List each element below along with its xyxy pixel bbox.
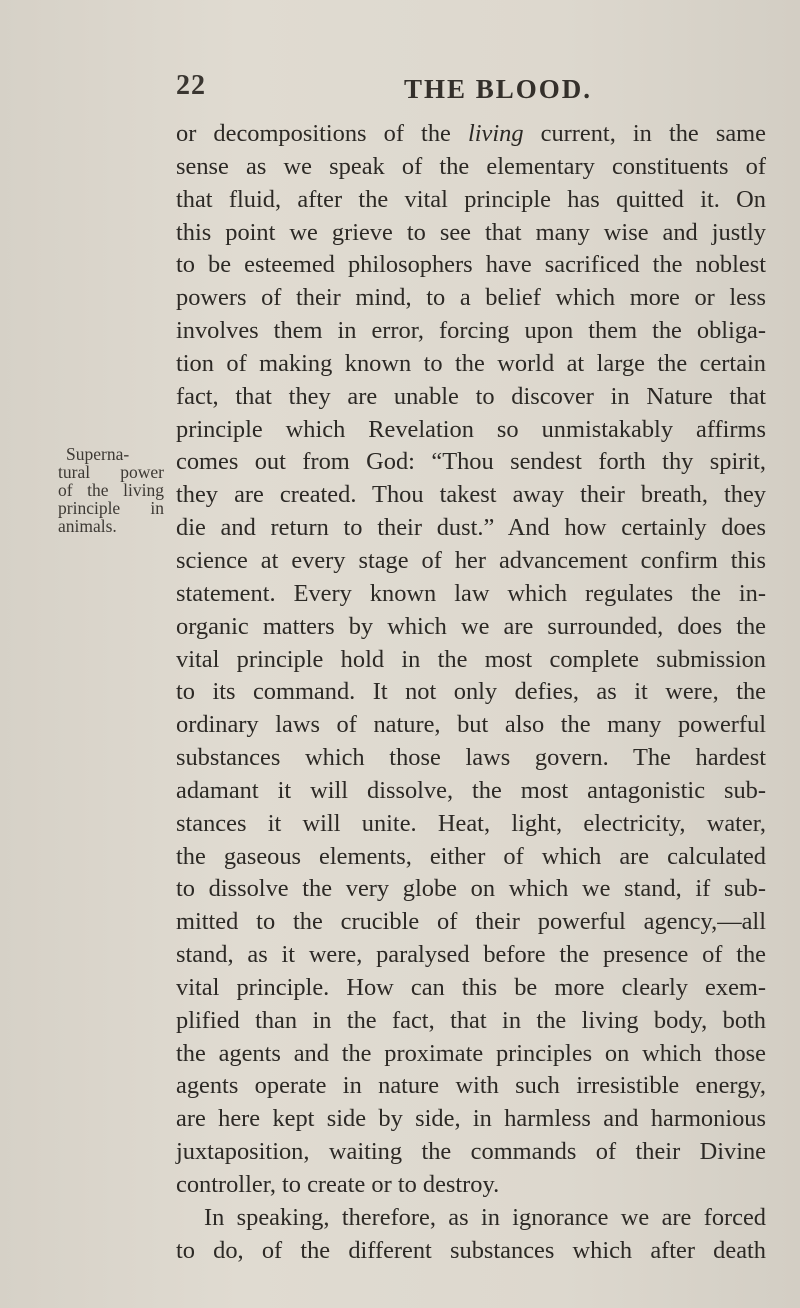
text-line: this point we grieve to see that many wise and justly: [176, 218, 766, 246]
text-line: fact, that they are unable to discover in Nature that: [176, 382, 766, 410]
text-line: In speaking, therefore, as in ignorance we are forced: [204, 1203, 766, 1231]
text-line: statement. Every known law which regulates the in-: [176, 579, 766, 607]
text-line: they are created. Thou takest away their breath, they: [176, 481, 766, 509]
text-line: involves them in error, forcing upon them the obliga-: [176, 317, 766, 345]
text-line: organic matters by which we are surrounded, does the: [176, 612, 766, 640]
text-line: tion of making known to the world at large the certain: [176, 349, 766, 377]
text-line: adamant it will dissolve, the most antagonistic sub-: [176, 776, 766, 804]
italic-word: living: [467, 120, 524, 147]
page-number: 22: [176, 70, 206, 101]
text-line: substances which those laws govern. The hardest: [176, 744, 766, 772]
margin-note-line: tural power: [58, 462, 164, 482]
text-line: vital principle hold in the most complete submission: [176, 645, 766, 673]
text-line: stand, as it were, paralysed before the presence of the: [176, 941, 766, 969]
text-line: die and return to their dust.” And how certainly does: [176, 514, 766, 542]
text-line: or decompositions of the living current, in the same: [176, 120, 766, 147]
margin-note-line: principle in: [58, 498, 164, 518]
text-line: ordinary laws of nature, but also the many powerful: [176, 711, 766, 739]
text-line: to do, of the different substances which after death: [176, 1236, 766, 1264]
text-line: the agents and the proximate principles on which those: [176, 1039, 766, 1067]
text-line: are here kept side by side, in harmless and harmonious: [176, 1105, 766, 1133]
text-line: that fluid, after the vital principle has quitted it. On: [176, 185, 766, 213]
text-line: comes out from God: “Thou sendest forth thy spirit,: [176, 448, 766, 476]
text-line: controller, to create or to destroy.: [176, 1171, 500, 1198]
margin-note-line: animals.: [58, 516, 117, 536]
margin-note-line: of the living: [58, 480, 164, 500]
text-line: the gaseous elements, either of which are calculated: [176, 842, 766, 870]
page-header: [176, 70, 766, 110]
text-line: to be esteemed philosophers have sacrificed the noblest: [176, 251, 766, 279]
text-line: to its command. It not only defies, as it were, the: [176, 678, 766, 706]
margin-note: [58, 445, 164, 535]
text-line: mitted to the crucible of their powerful agency,—all: [176, 908, 766, 936]
text-line: powers of their mind, to a belief which more or less: [176, 284, 766, 312]
body-text: [176, 118, 766, 1268]
text-line: sense as we speak of the elementary constituents of: [176, 152, 766, 180]
text-line: vital principle. How can this be more clearly exem-: [176, 973, 766, 1001]
margin-note-line: Superna-: [66, 444, 130, 464]
text-line: juxtaposition, waiting the commands of their Divine: [176, 1138, 766, 1166]
text-line: principle which Revelation so unmistakably affirms: [176, 415, 766, 443]
text-line: to dissolve the very globe on which we stand, if sub-: [176, 875, 766, 903]
text-line: science at every stage of her advancement confirm this: [176, 546, 766, 574]
text-line: stances it will unite. Heat, light, electricity, water,: [176, 809, 766, 837]
text-line: plified than in the fact, that in the living body, both: [176, 1006, 766, 1034]
text-line: agents operate in nature with such irresistible energy,: [176, 1072, 766, 1100]
running-head: THE BLOOD.: [404, 74, 593, 104]
